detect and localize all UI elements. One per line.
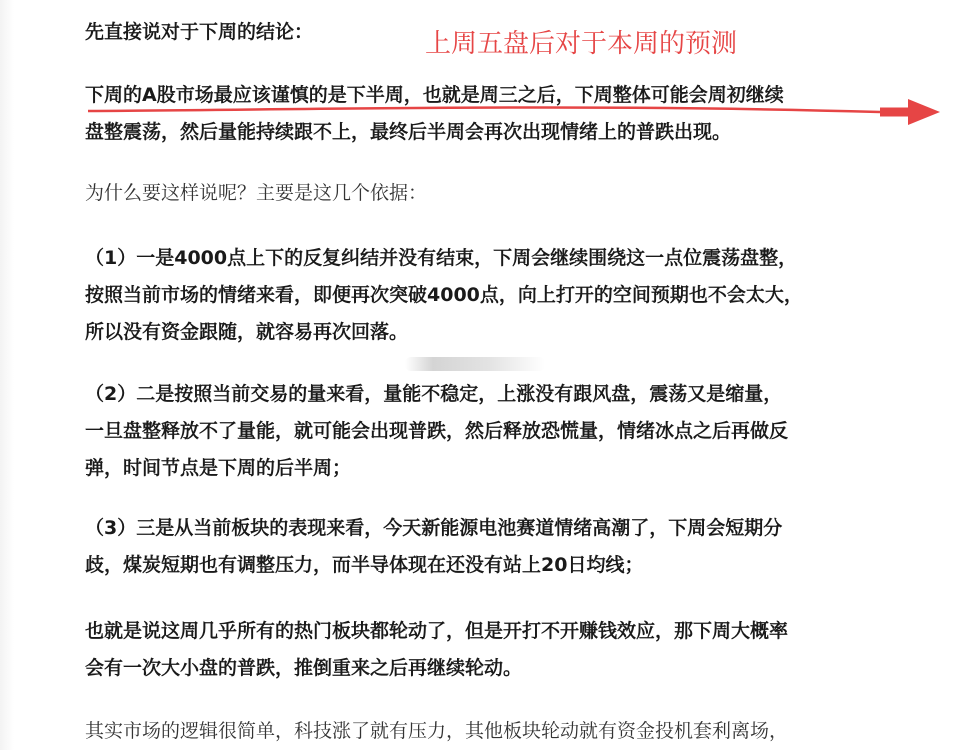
red-annotation-text: 上周五盘后对于本周的预测 — [425, 29, 738, 59]
point-2-paragraph — [85, 376, 945, 487]
point-1-paragraph — [85, 240, 945, 351]
point-3-line-1: （3）三是从当前板块的表现来看，今天新能源电池赛道情绪高潮了，下周会短期分 — [85, 517, 783, 539]
summary-paragraph — [85, 613, 945, 687]
question-paragraph — [85, 175, 945, 212]
summary-line-1: 也就是说这周几乎所有的热门板块都轮动了，但是开打不开赚钱效应，那下周大概率 — [85, 620, 789, 642]
closing-line: 其实市场的逻辑很简单，科技涨了就有压力，其他板块轮动就有资金投机套利离场， — [85, 720, 789, 742]
point-3-line-2: 歧，煤炭短期也有调整压力，而半导体现在还没有站上20日均线； — [85, 554, 644, 576]
point-1-line-1: （1）一是4000点上下的反复纠结并没有结束，下周会继续围绕这一点位震荡盘整， — [85, 247, 798, 269]
conclusion-line-1: 下周的A股市场最应该谨慎的是下半周，也就是周三之后，下周整体可能会周初继续 — [85, 84, 784, 106]
point-2-line-1: （2）二是按照当前交易的量来看，量能不稳定，上涨没有跟风盘，震荡又是缩量， — [85, 383, 783, 405]
point-1-line-3: 所以没有资金跟随，就容易再次回落。 — [85, 321, 409, 343]
point-2-line-2: 一旦盘整释放不了量能，就可能会出现普跌，然后释放恐慌量，情绪冰点之后再做反 — [85, 420, 789, 442]
point-2-line-3: 弹，时间节点是下周的后半周； — [85, 457, 352, 479]
conclusion-paragraph — [85, 77, 945, 151]
question-line: 为什么要这样说呢？主要是这几个依据： — [85, 182, 428, 204]
watermark-smudge — [405, 357, 545, 371]
conclusion-line-2: 盘整震荡，然后量能持续跟不上，最终后半周会再次出现情绪上的普跌出现。 — [85, 121, 732, 143]
summary-line-2: 会有一次大小盘的普跌，推倒重来之后再继续轮动。 — [85, 657, 523, 679]
conclusion-heading: 先直接说对于下周的结论： — [85, 21, 314, 43]
left-edge — [0, 0, 14, 750]
point-1-line-2: 按照当前市场的情绪来看，即便再次突破4000点，向上打开的空间预期也不会太大， — [85, 284, 803, 306]
closing-paragraph — [85, 713, 945, 750]
point-3-paragraph — [85, 510, 945, 584]
